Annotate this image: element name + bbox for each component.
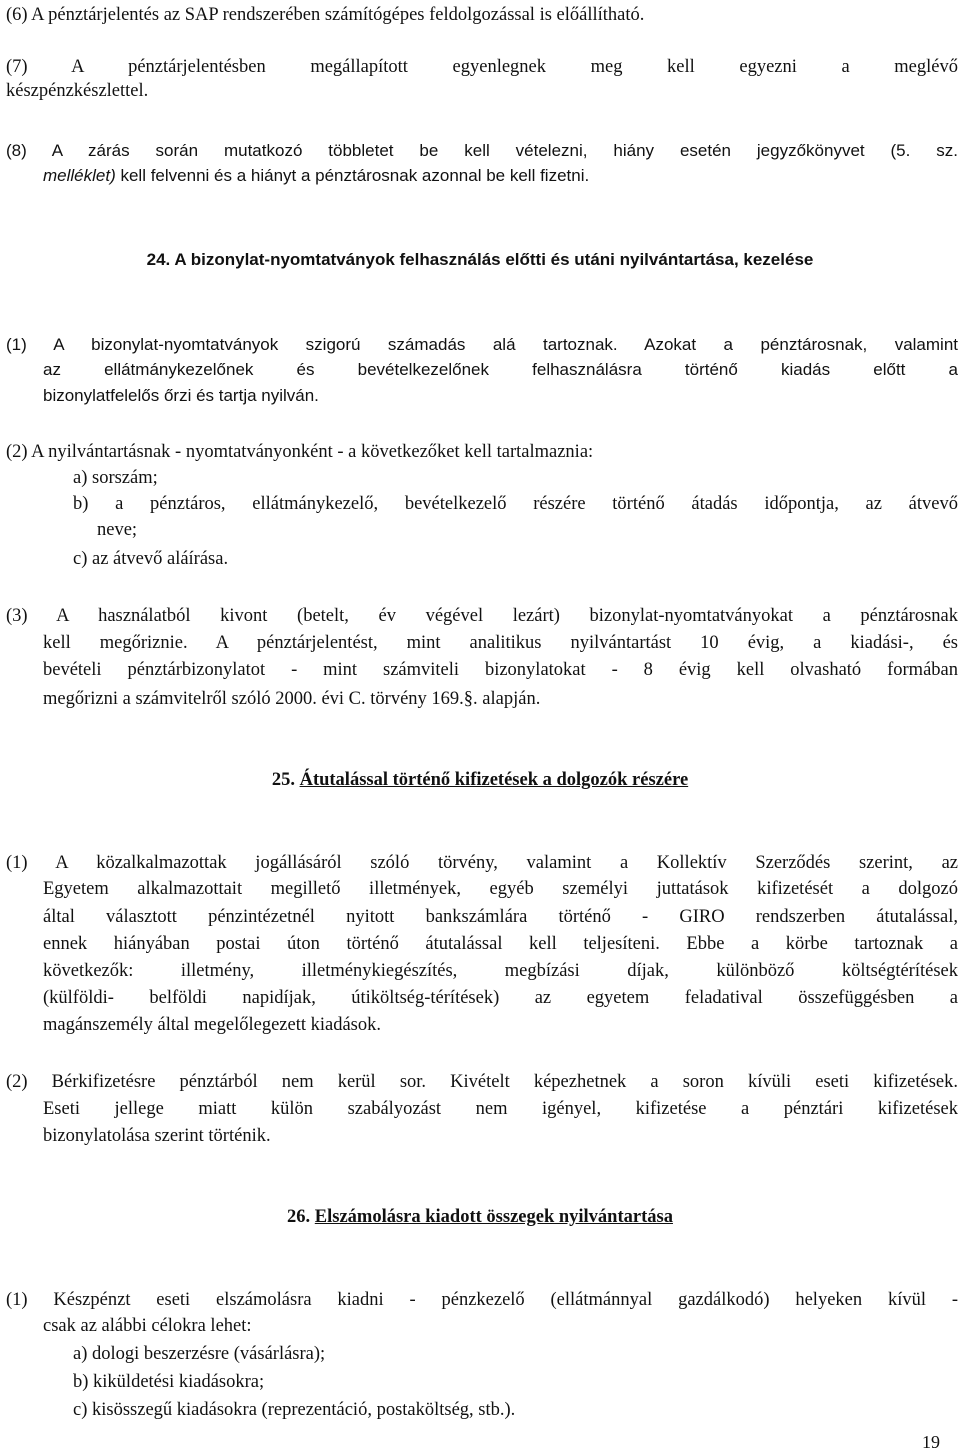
section-24-heading — [0, 248, 960, 272]
paragraph-7-line-2: készpénzkészlettel. — [6, 81, 149, 101]
s24-p3-line-1: (3) A használatból kivont (betelt, év végével lezárt) bizonylat-nyomtatványokat a pénztárosnak — [6, 606, 958, 626]
section-26-number: 26. — [287, 1207, 311, 1227]
s24-p2-item-b: b) a pénztáros, ellátmánykezelő, bevételkezelő részére történő átadás időpontja, az átvevő — [73, 494, 958, 514]
section-25-number: 25. — [271, 770, 295, 790]
s24-p1-line-2: az ellátmánykezelőnek és bevételkezelőnek felhasználásra történő kiadás előtt a — [43, 360, 958, 379]
s26-p1-line-1: (1) Készpénzt eseti elszámolásra kiadni - pénzkezelő (ellátmánnyal gazdálkodó) helyeken kívül - — [6, 1290, 958, 1310]
paragraph-8-line-2-rest: kell felvenni és a hiányt a pénztárosnak azonnal be kell fizetni. — [115, 166, 590, 185]
s26-p1-item-a: a) dologi beszerzésre (vásárlásra); — [73, 1344, 326, 1364]
s25-p1-line-6: (külföldi- belföldi napidíjak, útiköltség-térítések) az egyetem feladatival összefüggésben a — [43, 988, 958, 1008]
paragraph-8-line-2 — [43, 164, 958, 188]
s25-p1-line-4: ennek hiányában postai úton történő átutalással kell teljesíteni. Ebbe a körbe tartoznak a — [43, 934, 958, 954]
s25-p1-line-7: magánszemély által megelőlegezett kiadások. — [43, 1015, 381, 1035]
page-number: 19 — [922, 1432, 940, 1452]
s25-p2-line-2: Eseti jellege miatt külön szabályozást nem igényel, kifizetése a pénztári kifizetések — [43, 1099, 958, 1119]
s24-p2-item-a: a) sorszám; — [73, 468, 158, 488]
s25-p1-line-2: Egyetem alkalmazottait megillető illetmények, egyéb személyi juttatások kifizetését a dolgozó — [43, 879, 958, 899]
section-26-heading — [0, 1205, 960, 1229]
s25-p1-line-3: által választott pénzintézetnél nyitott bankszámlára történő - GIRO rendszerben átutalással, — [43, 907, 958, 927]
s24-p1-line-3: bizonylatfelelős őrzi és tartja nyilván. — [43, 386, 319, 405]
s24-p1-line-1: (1) A bizonylat-nyomtatványok szigorú számadás alá tartoznak. Azokat a pénztárosnak, valamint — [6, 335, 958, 354]
s24-p2-line-1: (2) A nyilvántartásnak - nyomtatványonként - a következőket kell tartalmaznia: — [6, 442, 594, 462]
s25-p1-line-1: (1) A közalkalmazottak jogállásáról szóló törvény, valamint a Kollektív Szerződés szerint, az — [6, 853, 958, 873]
section-24-number: 24. — [146, 250, 171, 269]
s26-p1-item-c: c) kisösszegű kiadásokra (reprezentáció, postaköltség, stb.). — [73, 1400, 516, 1420]
section-25-title: Átutalással történő kifizetések a dolgozók részére — [299, 770, 689, 790]
section-26-title: Elszámolásra kiadott összegek nyilvántartása — [314, 1207, 673, 1227]
section-24-title: A bizonylat-nyomtatványok felhasználás előtti és utáni nyilvántartása, kezelése — [174, 250, 814, 269]
s24-p3-line-2: kell megőriznie. A pénztárjelentést, mint analitikus nyilvántartást 10 évig, a kiadási-, és — [43, 633, 958, 653]
s25-p2-line-3: bizonylatolása szerint történik. — [43, 1126, 271, 1146]
s25-p2-line-1: (2) Bérkifizetésre pénztárból nem kerül sor. Kivételt képezhetnek a soron kívüli eseti kifizetések. — [6, 1072, 958, 1092]
attachment-ref: melléklet) — [43, 166, 116, 185]
paragraph-8-line-1: (8) A zárás során mutatkozó többletet be kell vételezni, hiány esetén jegyzőkönyvet (5. sz. — [6, 141, 958, 160]
s26-p1-line-2: csak az alábbi célokra lehet: — [43, 1316, 252, 1336]
paragraph-7-line-1: (7) A pénztárjelentésben megállapított egyenlegnek meg kell egyezni a meglévő — [6, 57, 958, 77]
s25-p1-line-5: következők: illetmény, illetménykiegészítés, megbízási díjak, különböző költségtérítések — [43, 961, 958, 981]
s26-p1-item-b: b) kiküldetési kiadásokra; — [73, 1372, 265, 1392]
s24-p3-line-3: bevételi pénztárbizonylatot - mint számviteli bizonylatokat - 8 évig kell olvasható formában — [43, 660, 958, 680]
s24-p3-line-4: megőrizni a számvitelről szóló 2000. évi C. törvény 169.§. alapján. — [43, 689, 541, 709]
s24-p2-item-c: c) az átvevő aláírása. — [73, 549, 229, 569]
paragraph-6-line: (6) A pénztárjelentés az SAP rendszerében számítógépes feldolgozással is előállítható. — [6, 5, 645, 25]
section-25-heading — [0, 768, 960, 792]
s24-p2-item-b-cont: neve; — [97, 520, 138, 540]
